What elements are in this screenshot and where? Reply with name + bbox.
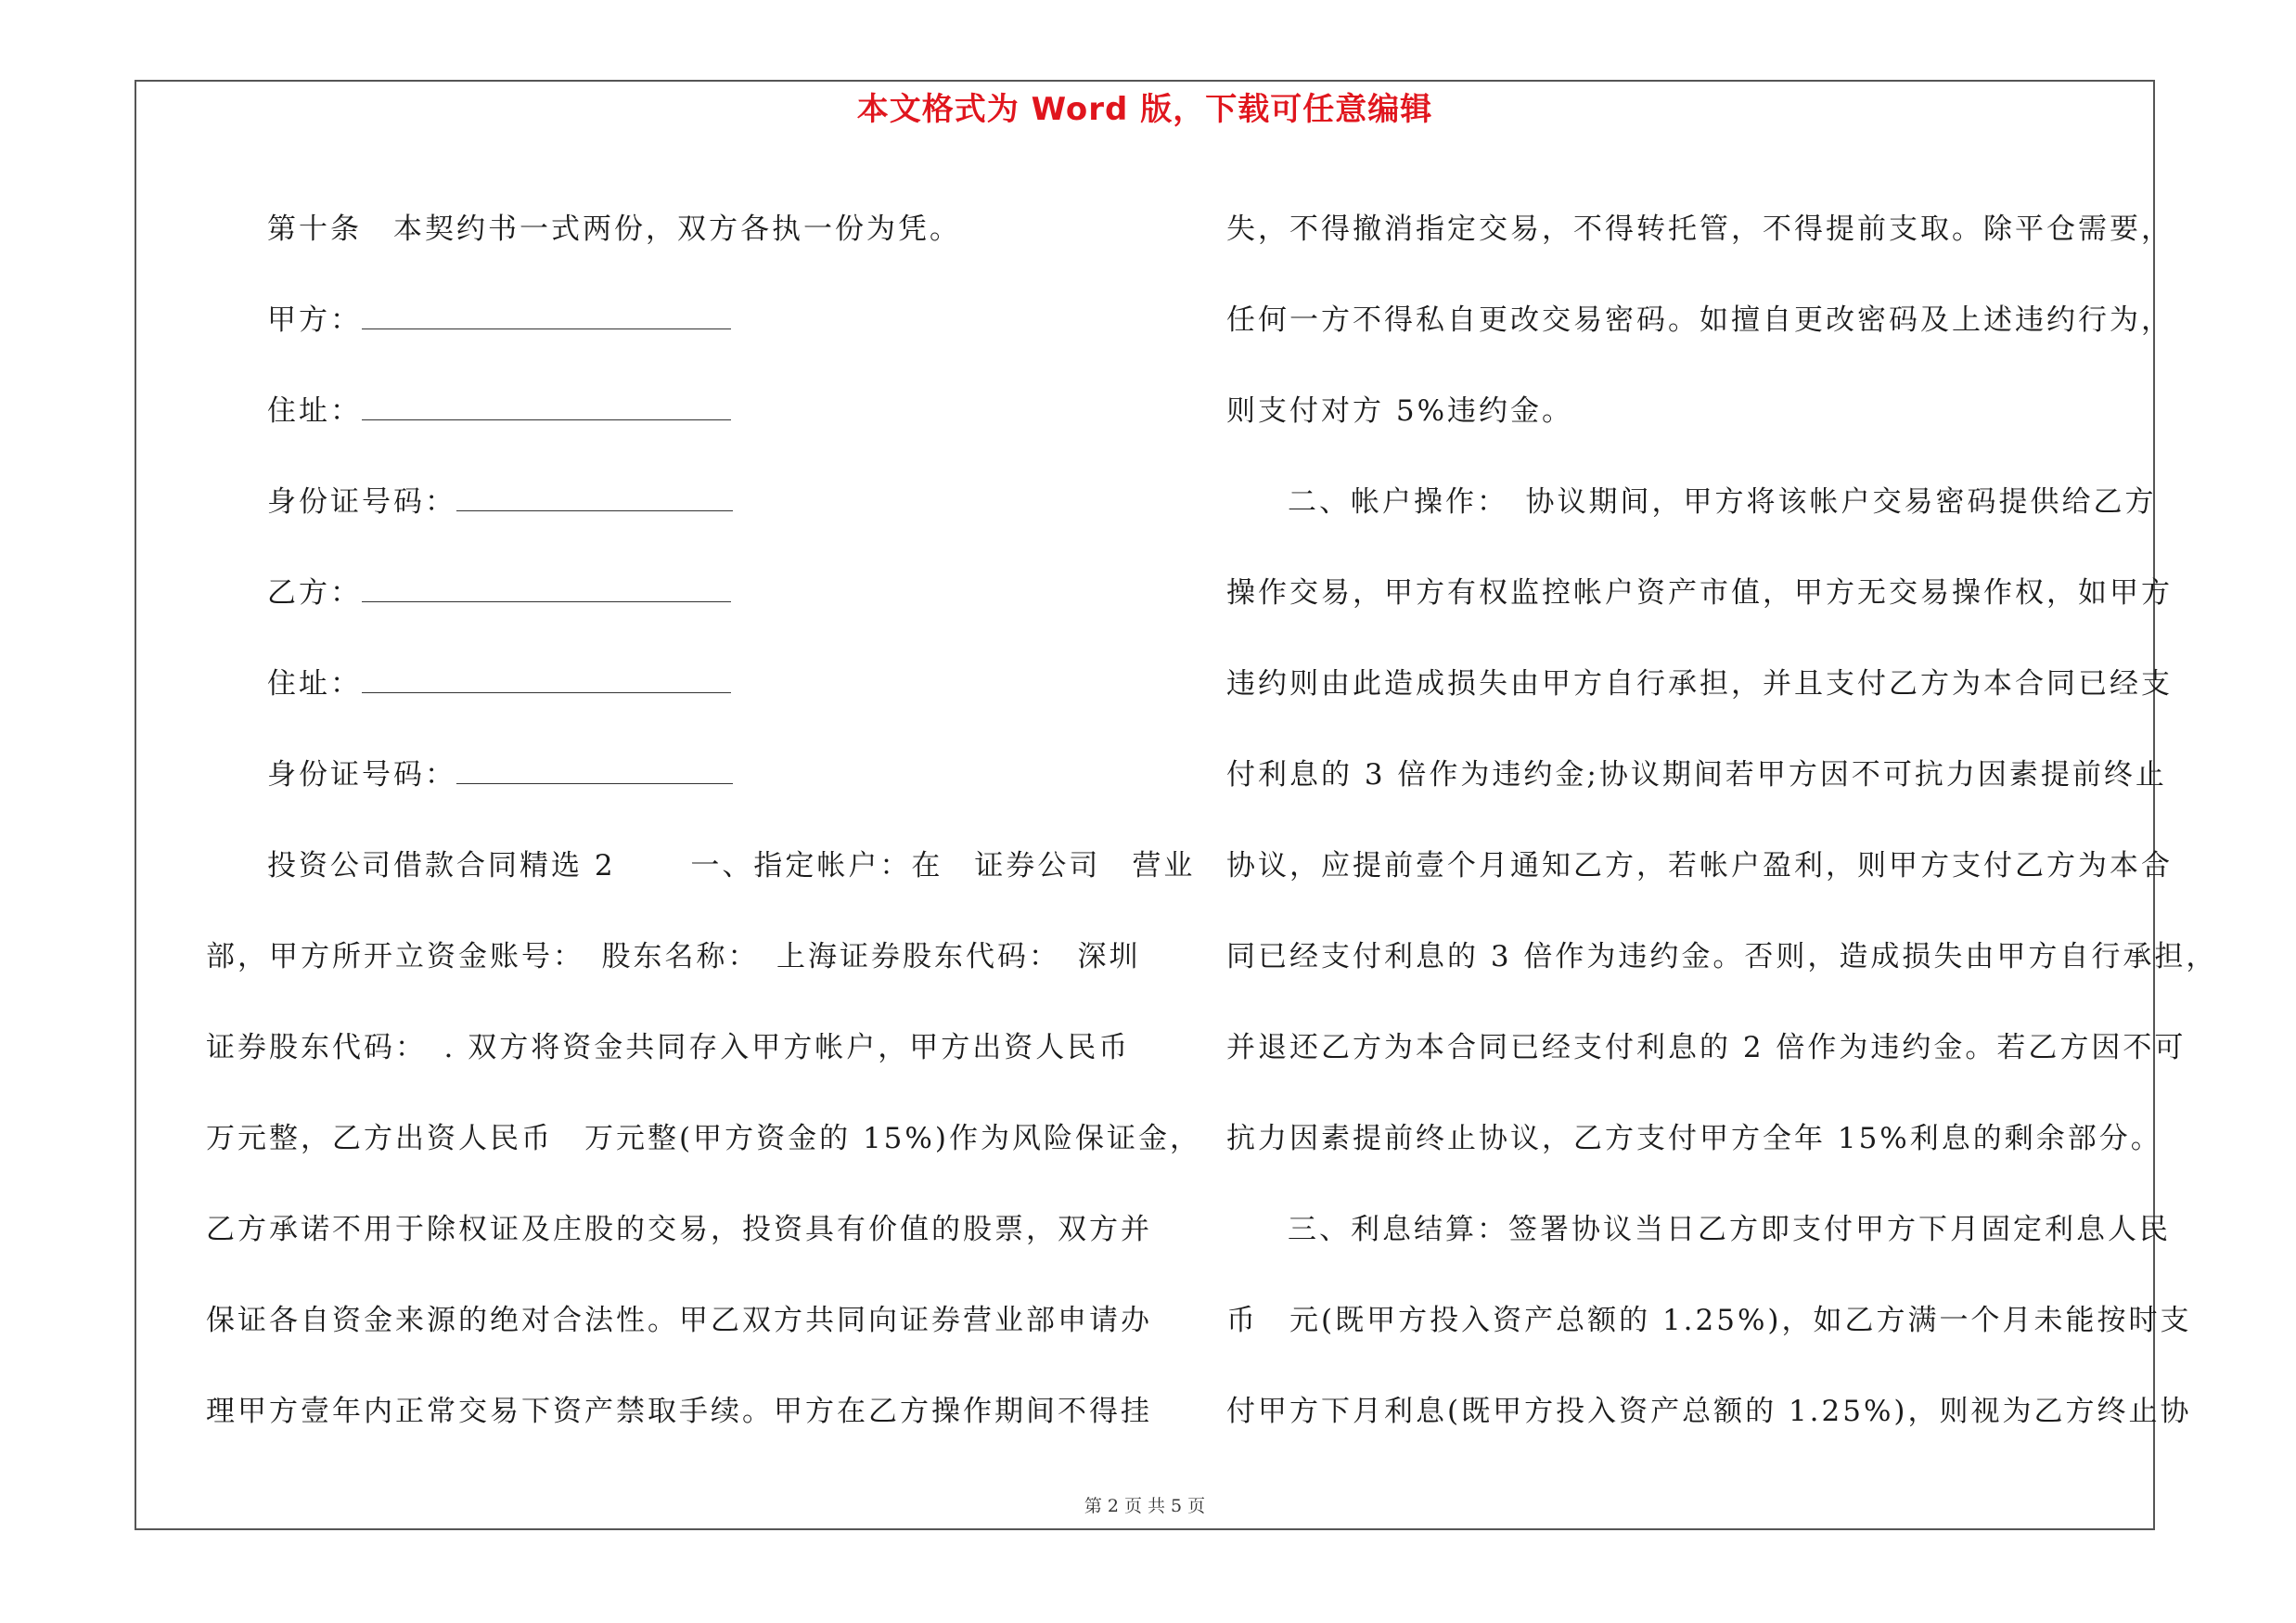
party-a-id-blank	[456, 484, 733, 511]
body-line: 保证各自资金来源的绝对合法性。甲乙双方共同向证券营业部申请办	[206, 1304, 1152, 1337]
body-line: 同已经支付利息的 3 倍作为违约金。否则，造成损失由甲方自行承担，	[1226, 940, 2218, 973]
party-a-blank	[362, 303, 731, 329]
party-b-label: 乙方：	[267, 576, 362, 610]
party-a-address-blank	[362, 393, 731, 420]
party-a-label: 甲方：	[267, 303, 362, 337]
body-line: 万元整，乙方出资人民币 万元整(甲方资金的 15%)作为风险保证金，	[206, 1122, 1201, 1155]
body-line: 投资公司借款合同精选 2 一、指定帐户：在 证券公司 营业	[267, 849, 1196, 882]
body-line: 失，不得撤消指定交易，不得转托管，不得提前支取。除平仓需要，	[1226, 213, 2173, 246]
party-b-id-field	[206, 729, 1152, 820]
body-line: 则支付对方 5%违约金。	[1226, 394, 1574, 428]
party-b-id-label: 身份证号码：	[267, 758, 456, 792]
body-line: 任何一方不得私自更改交易密码。如擅自更改密码及上述违约行为，	[1226, 303, 2173, 337]
body-line: 违约则由此造成损失由甲方自行承担，并且支付乙方为本合同已经支	[1226, 667, 2173, 701]
body-line: 操作交易，甲方有权监控帐户资产市值，甲方无交易操作权，如甲方	[1226, 576, 2173, 610]
section-account-operation-heading: 二、帐户操作： 协议期间，甲方将该帐户交易密码提供给乙方	[1288, 485, 2157, 519]
party-b-blank	[362, 575, 731, 602]
page-number: 第 2 页 共 5 页	[1084, 1496, 1206, 1516]
party-a-field	[206, 275, 1152, 366]
body-line: 付甲方下月利息(既甲方投入资产总额的 1.25%)，则视为乙方终止协	[1226, 1395, 2192, 1428]
left-column	[206, 184, 1201, 1457]
party-a-address-field	[206, 366, 1152, 457]
body-line: 付利息的 3 倍作为违约金;协议期间若甲方因不可抗力因素提前终止	[1226, 758, 2167, 792]
party-b-id-blank	[456, 757, 733, 784]
right-column	[1226, 184, 2218, 1457]
party-b-field	[206, 547, 1152, 638]
party-b-address-label: 住址：	[267, 667, 362, 701]
body-line: 乙方承诺不用于除权证及庄股的交易，投资具有价值的股票，双方并	[206, 1213, 1152, 1246]
format-notice-banner: 本文格式为 Word 版，下载可任意编辑	[856, 91, 1433, 128]
body-line: 抗力因素提前终止协议，乙方支付甲方全年 15%利息的剩余部分。	[1226, 1122, 2162, 1155]
body-line: 证券股东代码： . 双方将资金共同存入甲方帐户，甲方出资人民币	[206, 1031, 1131, 1064]
section-interest-settlement-heading: 三、利息结算：签署协议当日乙方即支付甲方下月固定利息人民	[1288, 1213, 2171, 1246]
party-a-id-label: 身份证号码：	[267, 485, 456, 519]
party-b-address-blank	[362, 666, 731, 693]
body-line: 并退还乙方为本合同已经支付利息的 2 倍作为违约金。若乙方因不可	[1226, 1031, 2187, 1064]
body-line: 币 元(既甲方投入资产总额的 1.25%)，如乙方满一个月未能按时支	[1226, 1304, 2192, 1337]
body-line: 理甲方壹年内正常交易下资产禁取手续。甲方在乙方操作期间不得挂	[206, 1395, 1152, 1428]
party-a-id-field	[206, 457, 1152, 547]
body-line: 协议，应提前壹个月通知乙方，若帐户盈利，则甲方支付乙方为本合	[1226, 849, 2173, 882]
party-a-address-label: 住址：	[267, 394, 362, 428]
party-b-address-field	[206, 638, 1152, 729]
body-line: 部，甲方所开立资金账号： 股东名称： 上海证券股东代码： 深圳	[206, 940, 1141, 973]
article-ten-line: 第十条 本契约书一式两份，双方各执一份为凭。	[267, 213, 961, 246]
